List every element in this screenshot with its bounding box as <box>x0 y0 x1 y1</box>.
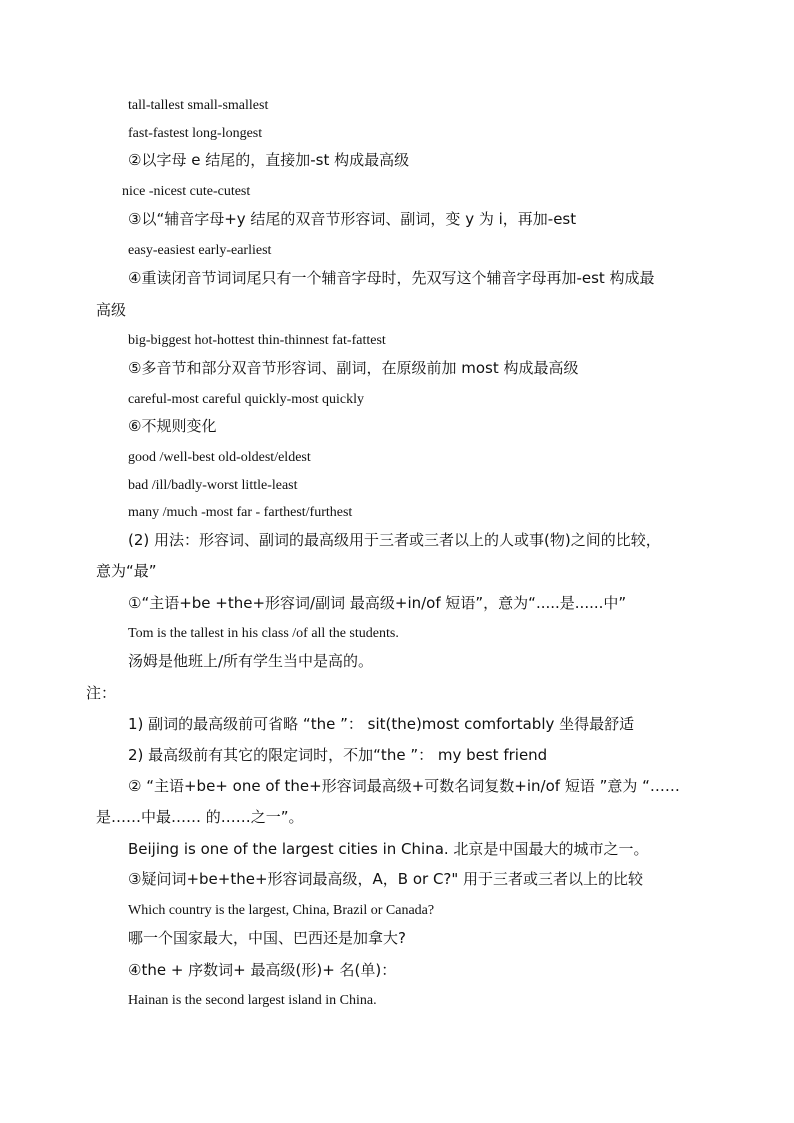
example-bad-little: bad /ill/badly-worst little-least <box>128 478 298 493</box>
example-tall-small: tall-tallest small-smallest <box>128 98 269 113</box>
example-easy-early: easy-easiest early-earliest <box>128 243 272 258</box>
example-hainan: Hainan is the second largest island in China. <box>128 993 377 1008</box>
example-big-hot-thin-fat: big-biggest hot-hottest thin-thinnest fat-fattest <box>128 333 386 348</box>
pattern-2: ② “主语+be+ one of the+形容词最高级+可数名词复数+in/of 短语 ”意为 “…… <box>128 777 680 795</box>
example-careful-quickly: careful-most careful quickly-most quickly <box>128 392 364 407</box>
rule-6-irregular: ⑥不规则变化 <box>128 417 217 435</box>
translation-tom: 汤姆是他班上/所有学生当中是高的。 <box>128 652 374 670</box>
pattern-3: ③疑问词+be+the+形容词最高级，A，B or C?" 用于三者或三者以上的比较 <box>128 870 644 888</box>
rule-5-most: ⑤多音节和部分双音节形容词、副词，在原级前加 most 构成最高级 <box>128 359 579 377</box>
usage-heading: (2) 用法：形容词、副词的最高级用于三者或三者以上的人或事(物)之间的比较， <box>128 531 661 549</box>
note-2: 2) 最高级前有其它的限定词时，不加“the ”： my best friend <box>128 746 548 764</box>
example-which-country: Which country is the largest, China, Brazil or Canada? <box>128 903 435 918</box>
note-1: 1) 副词的最高级前可省略 “the ”： sit(the)most comfortably 坐得最舒适 <box>128 715 635 733</box>
note-label: 注： <box>86 684 117 702</box>
pattern-1: ①“主语+be +the+形容词/副词 最高级+in/of 短语”，意为“.....是......中” <box>128 594 627 612</box>
usage-heading-continuation: 意为“最” <box>96 562 157 580</box>
translation-which-country: 哪一个国家最大，中国、巴西还是加拿大? <box>128 929 406 947</box>
example-beijing: Beijing is one of the largest cities in China. 北京是中国最大的城市之一。 <box>128 840 649 858</box>
example-good-old: good /well-best old-oldest/eldest <box>128 450 311 465</box>
rule-4-continuation: 高级 <box>96 301 127 319</box>
pattern-2-continuation: 是……中最…… 的……之一”。 <box>96 808 304 826</box>
example-tom-tallest: Tom is the tallest in his class /of all the students. <box>128 626 399 641</box>
example-nice-cute: nice -nicest cute-cutest <box>122 184 251 199</box>
example-fast-long: fast-fastest long-longest <box>128 126 263 141</box>
rule-3-consonant-y: ③以“辅音字母+y 结尾的双音节形容词、副词，变 y 为 i，再加-est <box>128 210 577 228</box>
rule-4-closed-syllable: ④重读闭音节词词尾只有一个辅音字母时，先双写这个辅音字母再加-est 构成最 <box>128 269 655 287</box>
rule-2-ending-e: ②以字母 e 结尾的，直接加-st 构成最高级 <box>128 151 410 169</box>
pattern-4: ④the + 序数词+ 最高级(形)+ 名(单)： <box>128 961 397 979</box>
example-many-far: many /much -most far - farthest/furthest <box>128 505 353 520</box>
